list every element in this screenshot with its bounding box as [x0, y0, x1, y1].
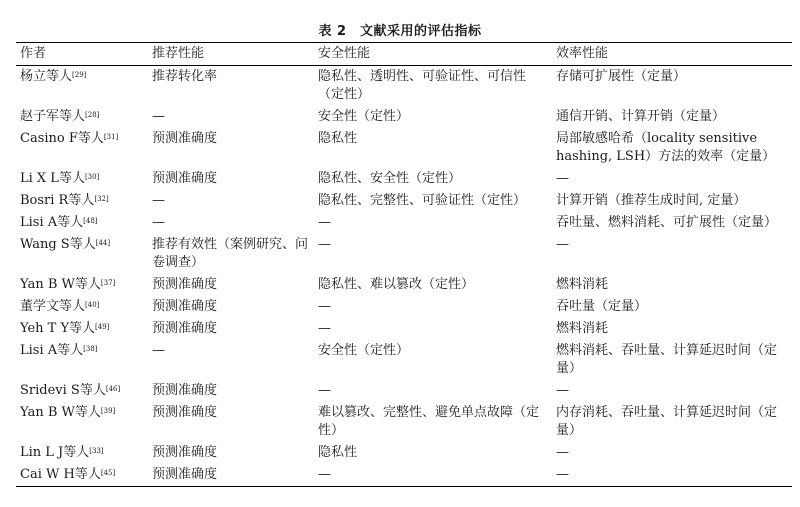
- cell-efficiency: 计算开销（推荐生成时间, 定量）: [556, 193, 747, 208]
- table-row: [16, 168, 792, 190]
- cell-efficiency: 吞吐量、燃料消耗、可扩展性（定量）: [556, 215, 778, 230]
- cell-security: 隐私性、透明性、可验证性、可信性（定性）: [318, 69, 527, 102]
- table-row: [16, 442, 792, 464]
- author-name: Lisi A等人: [20, 343, 84, 358]
- cell-recommendation: 预测准确度: [152, 321, 218, 336]
- cell-author: [16, 106, 148, 128]
- cell-security: —: [318, 215, 331, 230]
- cell-efficiency: —: [556, 445, 569, 460]
- citation-ref: [39]: [100, 407, 116, 415]
- table-row: [16, 274, 792, 296]
- citation-ref: [38]: [83, 345, 98, 353]
- header-efficiency: 效率性能: [556, 46, 609, 61]
- cell-security: —: [318, 299, 331, 314]
- cell-efficiency: 局部敏感哈希（locality sensitive hashing, LSH）方法的效率（定量）: [556, 131, 776, 164]
- author-name: Casino F等人: [20, 131, 104, 146]
- author-name: Sridevi S等人: [20, 383, 106, 398]
- cell-security: —: [318, 383, 331, 398]
- cell-recommendation: 预测准确度: [152, 383, 218, 398]
- cell-security: 隐私性: [318, 445, 358, 460]
- author-name: Lin L J等人: [20, 445, 90, 460]
- cell-efficiency: —: [556, 383, 569, 398]
- cell-efficiency: 内存消耗、吞吐量、计算延迟时间（定量）: [556, 405, 778, 438]
- author-name: Bosri R等人: [20, 193, 95, 208]
- citation-ref: [44]: [95, 239, 111, 247]
- author-name: Wang S等人: [20, 237, 96, 252]
- cell-efficiency: 吞吐量（定量）: [556, 299, 648, 314]
- table-header-row: [16, 43, 792, 66]
- cell-author: [16, 464, 148, 487]
- author-name: 赵子军等人: [20, 109, 86, 124]
- table-row: [16, 212, 792, 234]
- author-name: 杨立等人: [20, 69, 73, 84]
- cell-author: [16, 274, 148, 296]
- author-name: 董学文等人: [20, 299, 86, 314]
- citation-ref: [33]: [89, 447, 104, 455]
- cell-author: [16, 380, 148, 402]
- author-name: Yan B W等人: [20, 405, 101, 420]
- author-name: Li X L等人: [20, 171, 85, 186]
- cell-author: [16, 318, 148, 340]
- table-row: [16, 296, 792, 318]
- table-row: [16, 380, 792, 402]
- cell-recommendation: —: [152, 109, 165, 124]
- cell-efficiency: —: [556, 171, 569, 186]
- cell-efficiency: 燃料消耗: [556, 277, 609, 292]
- author-name: Cai W H等人: [20, 467, 101, 482]
- cell-author: [16, 190, 148, 212]
- cell-efficiency: 燃料消耗、吞吐量、计算延迟时间（定量）: [556, 343, 778, 376]
- cell-efficiency: 燃料消耗: [556, 321, 609, 336]
- table-row: [16, 128, 792, 168]
- citation-ref: [29]: [72, 71, 87, 79]
- cell-efficiency: 通信开销、计算开销（定量）: [556, 109, 726, 124]
- table-row: [16, 234, 792, 274]
- citation-ref: [28]: [85, 111, 100, 119]
- table-caption: 表 2 文献采用的评估指标: [318, 24, 482, 39]
- cell-recommendation: 预测准确度: [152, 445, 218, 460]
- citation-ref: [32]: [94, 195, 109, 203]
- citation-ref: [37]: [100, 279, 116, 287]
- cell-author: [16, 442, 148, 464]
- cell-security: 隐私性: [318, 131, 358, 146]
- cell-security: 隐私性、完整性、可验证性（定性）: [318, 193, 527, 208]
- author-name: Yan B W等人: [20, 277, 101, 292]
- cell-recommendation: —: [152, 215, 165, 230]
- table-row: [16, 402, 792, 442]
- cell-recommendation: 推荐有效性（案例研究、问卷调查）: [152, 237, 309, 270]
- cell-security: 难以篡改、完整性、避免单点故障（定性）: [318, 405, 540, 438]
- table-row: [16, 106, 792, 128]
- table-row: [16, 340, 792, 380]
- evaluation-metrics-table: [16, 42, 792, 487]
- author-name: Yeh T Y等人: [20, 321, 96, 336]
- cell-security: —: [318, 467, 331, 482]
- citation-ref: [48]: [83, 217, 98, 225]
- cell-recommendation: —: [152, 343, 165, 358]
- citation-ref: [49]: [95, 323, 110, 331]
- cell-author: [16, 296, 148, 318]
- citation-ref: [45]: [100, 469, 116, 477]
- citation-ref: [30]: [84, 173, 100, 181]
- header-author: 作者: [20, 46, 47, 61]
- cell-author: [16, 212, 148, 234]
- author-name: Lisi A等人: [20, 215, 84, 230]
- cell-security: —: [318, 321, 331, 336]
- table-row: [16, 464, 792, 487]
- cell-author: [16, 168, 148, 190]
- cell-security: 隐私性、难以篡改（定性）: [318, 277, 475, 292]
- cell-author: [16, 66, 148, 107]
- cell-author: [16, 402, 148, 442]
- cell-recommendation: 预测准确度: [152, 299, 218, 314]
- table-row: [16, 318, 792, 340]
- table-body: [16, 66, 792, 487]
- cell-recommendation: 预测准确度: [152, 131, 218, 146]
- cell-security: 隐私性、安全性（定性）: [318, 171, 462, 186]
- citation-ref: [46]: [105, 385, 121, 393]
- table-row: [16, 190, 792, 212]
- cell-recommendation: 预测准确度: [152, 171, 218, 186]
- header-recommendation: 推荐性能: [152, 46, 205, 61]
- cell-author: [16, 128, 148, 168]
- cell-security: 安全性（定性）: [318, 343, 410, 358]
- cell-author: [16, 234, 148, 274]
- cell-recommendation: 推荐转化率: [152, 69, 218, 84]
- citation-ref: [40]: [85, 301, 100, 309]
- cell-recommendation: 预测准确度: [152, 467, 218, 482]
- cell-recommendation: 预测准确度: [152, 405, 218, 420]
- cell-efficiency: 存储可扩展性（定量）: [556, 69, 687, 84]
- cell-efficiency: —: [556, 237, 569, 252]
- cell-recommendation: 预测准确度: [152, 277, 218, 292]
- table-row: [16, 66, 792, 107]
- cell-efficiency: —: [556, 467, 569, 482]
- cell-author: [16, 340, 148, 380]
- cell-security: —: [318, 237, 331, 252]
- cell-recommendation: —: [152, 193, 165, 208]
- header-security: 安全性能: [318, 46, 371, 61]
- cell-security: 安全性（定性）: [318, 109, 410, 124]
- citation-ref: [31]: [103, 133, 119, 141]
